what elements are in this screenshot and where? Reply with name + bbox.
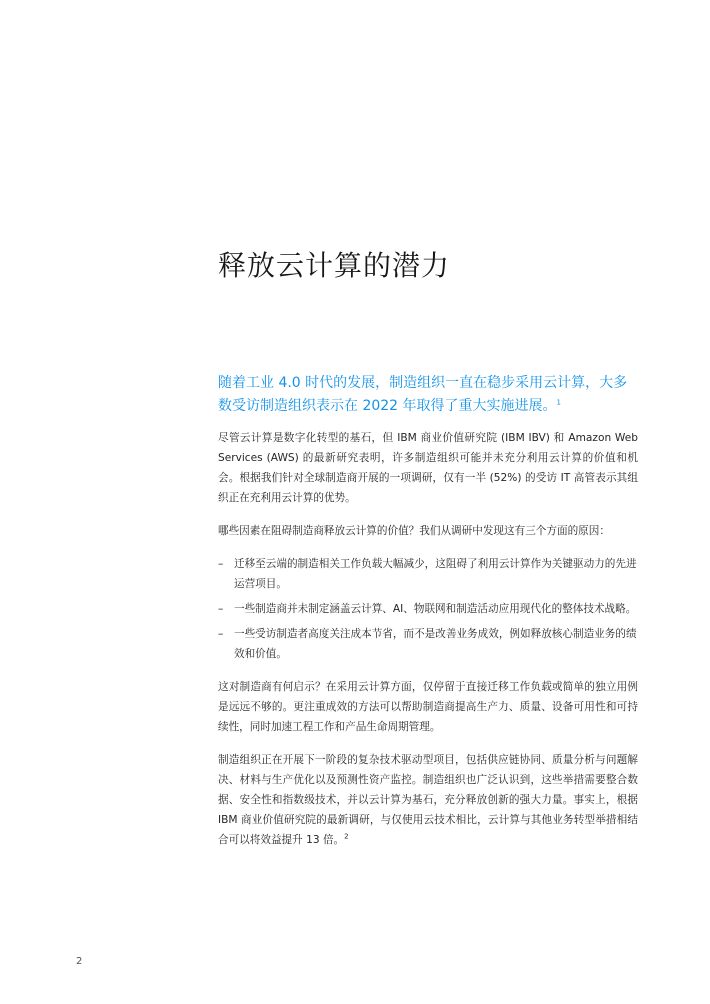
body-paragraph-1: 尽管云计算是数字化转型的基石，但 IBM 商业价值研究院 (IBM IBV) 和 Amazon Web Services (AWS) 的最新研究表明，许多制造组织可能并未充分利用云计算的价值和机会。根据我们针对全球制造商开展的一项调研，仅有一半 (52%) 的受访 IT 高管表示其组织正在充利用云计算的优势。: [218, 432, 638, 504]
footnote-ref-1: 1: [556, 398, 561, 407]
page-number: 2: [76, 956, 83, 967]
dash-marker: –: [218, 558, 224, 570]
main-content: [218, 372, 638, 863]
list-item-text: 迁移至云端的制造相关工作负载大幅减少，这阻碍了利用云计算作为关键驱动力的先进运营项目。: [234, 558, 637, 590]
lead-paragraph: [218, 372, 638, 418]
list-item-text: 一些受访制造者高度关注成本节省，而不是改善业务成效，例如释放核心制造业务的绩效和价值。: [234, 628, 637, 660]
list-item: [218, 554, 638, 594]
dash-marker: –: [218, 628, 224, 640]
dash-marker: –: [218, 603, 224, 615]
footnote-ref-2: 2: [344, 832, 349, 841]
list-item: [218, 599, 638, 619]
page-title: 释放云计算的潜力: [218, 249, 451, 282]
body-paragraph-2: 哪些因素在阻碍制造商释放云计算的价值？我们从调研中发现这有三个方面的原因：: [218, 525, 610, 537]
list-item: [218, 624, 638, 664]
list-item-text: 一些制造商并未制定涵盖云计算、AI、物联网和制造活动应用现代化的整体技术战略。: [234, 603, 637, 615]
body-paragraph-4: [218, 750, 638, 850]
body-paragraph-3: 这对制造商有何启示？在采用云计算方面，仅停留于直接迁移工作负载或简单的独立用例是远远不够的。更注重成效的方法可以帮助制造商提高生产力、质量、设备可用性和可持续性，同时加速工程工作和产品生命周期管理。: [218, 681, 638, 733]
reasons-list: [218, 554, 638, 664]
body-paragraph-4-text: 制造组织正在开展下一阶段的复杂技术驱动型项目，包括供应链协同、质量分析与问题解决、材料与生产优化以及预测性资产监控。制造组织也广泛认识到，这些举措需要整合数据、安全性和指数级技术，并以云计算为基石，充分释放创新的强大力量。事实上，根据 IBM 商业价值研究院的最新调研，与仅使用云技术相比，云计算与其他业务转型举措相结合可以将效益提升 13 倍。: [218, 754, 638, 846]
lead-text: 随着工业 4.0 时代的发展，制造组织一直在稳步采用云计算，大多数受访制造组织表示在 2022 年取得了重大实施进展。: [218, 375, 628, 414]
